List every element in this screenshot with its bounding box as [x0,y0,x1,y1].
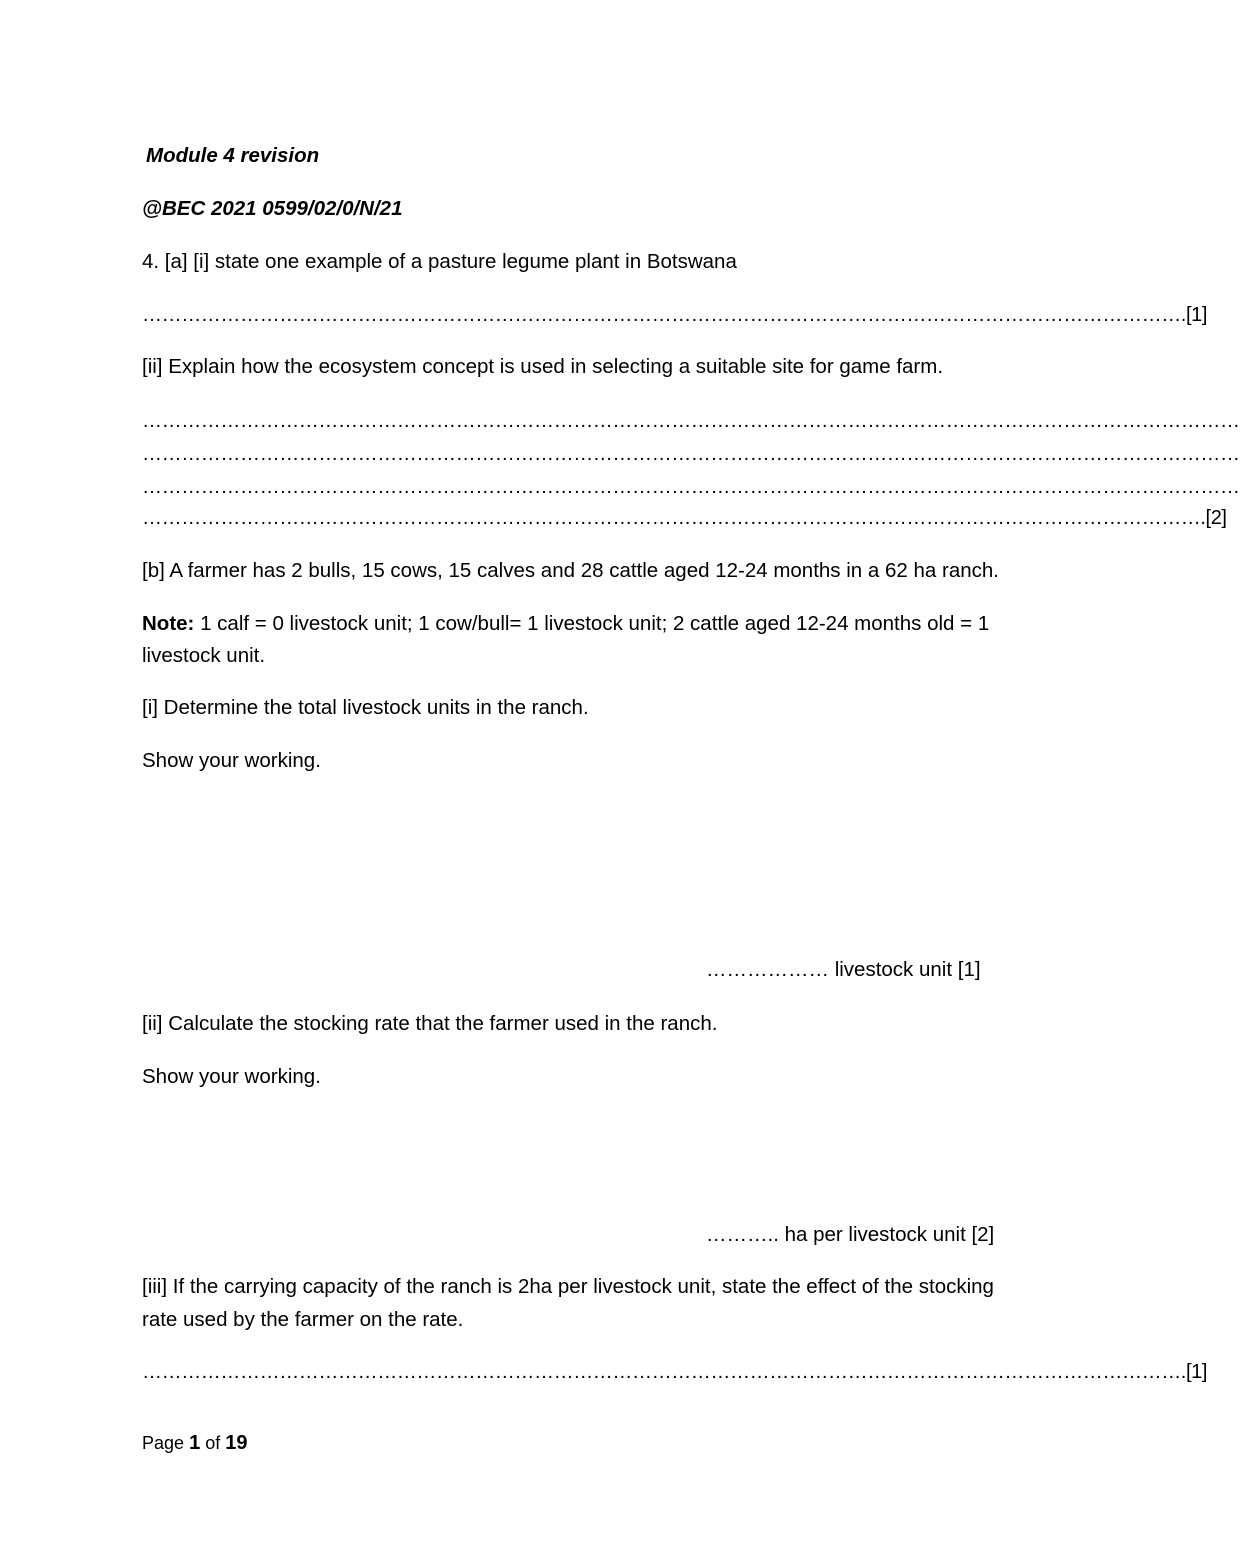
page-footer [142,1429,247,1457]
livestock-unit-answer: ……………… livestock unit [1] [706,958,981,981]
module-title: Module 4 revision [146,144,320,167]
question-4b-iii-continuation: rate used by the farmer on the rate. [142,1308,464,1331]
question-4a-i: 4. [a] [i] state one example of a pasture legume plant in Botswana [142,250,737,273]
show-working-instruction: Show your working. [142,749,321,772]
answer-line: …………………………………………………………………………………………………………………………………………….[1] [142,1361,1207,1383]
question-4a-ii: [ii] Explain how the ecosystem concept is used in selecting a suitable site for game farm. [142,355,944,378]
note-line [142,609,989,639]
answer-line: ……………………………………………………………………………………………………………………………………………….[2] [142,507,1227,529]
question-4b-i: [i] Determine the total livestock units in the ranch. [142,696,589,719]
question-4b-iii: [iii] If the carrying capacity of the ranch is 2ha per livestock unit, state the effect of the stocking [142,1275,994,1298]
answer-line: …………………………………………………………………………………………………………………………………………….[1] [142,304,1207,326]
stocking-rate-answer: ……….. ha per livestock unit [2] [706,1223,995,1246]
question-4b: [b] A farmer has 2 bulls, 15 cows, 15 calves and 28 cattle aged 12-24 months in a 62 ha ranch. [142,559,999,582]
of-label: of [205,1433,221,1453]
page-label: Page [142,1433,185,1453]
note-label: Note: [142,612,195,635]
question-4b-ii: [ii] Calculate the stocking rate that the farmer used in the ranch. [142,1012,718,1035]
exam-reference: @BEC 2021 0599/02/0/N/21 [142,197,403,220]
answer-line: …………………………………………………………………………………………………………………………………………………… [142,410,1240,432]
answer-line: …………………………………………………………………………………………………………………………………………………… [142,476,1240,498]
page-total: 19 [225,1432,248,1454]
note-continuation: livestock unit. [142,644,266,667]
note-text: 1 calf = 0 livestock unit; 1 cow/bull= 1 livestock unit; 2 cattle aged 12-24 months old = 1 [194,612,990,635]
answer-line: …………………………………………………………………………………………………………………………………………………… [142,443,1240,465]
page-number: 1 [189,1432,201,1454]
show-working-instruction: Show your working. [142,1065,321,1088]
